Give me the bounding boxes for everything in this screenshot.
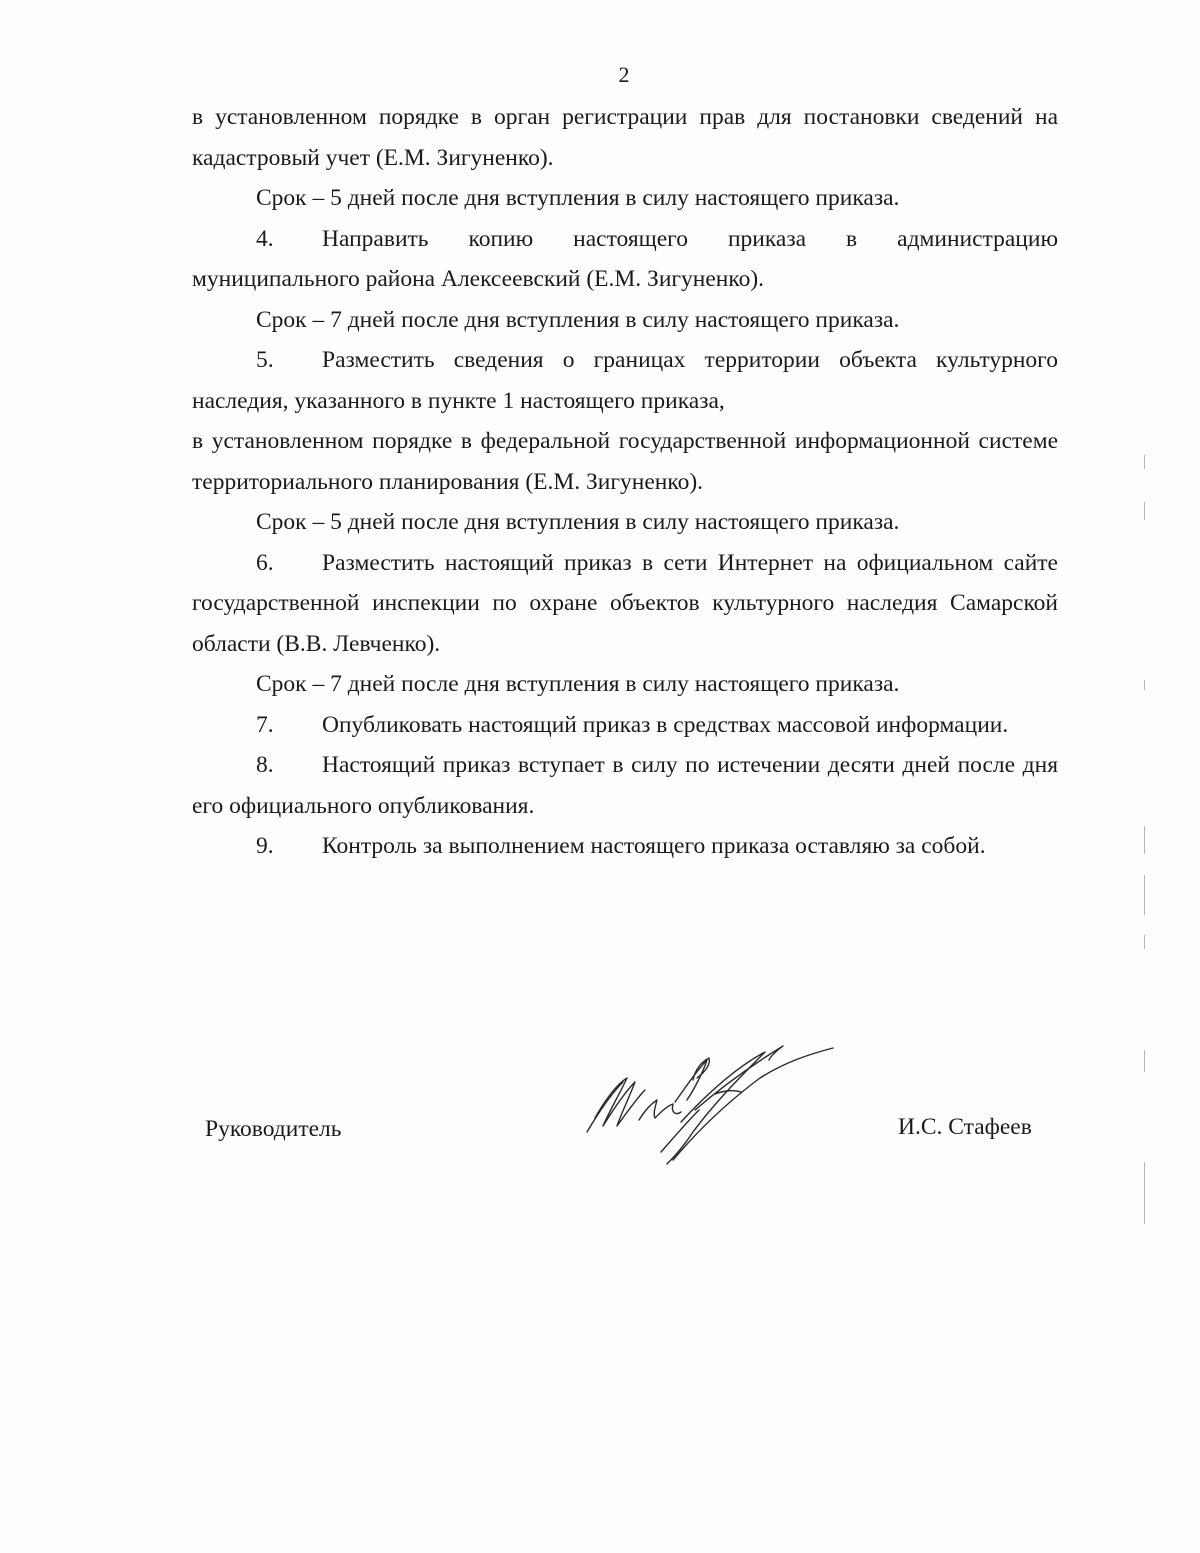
item-6-number: 6. [256,549,274,576]
item-9-number: 9. [256,833,274,859]
item-6 [192,543,1058,665]
deadline-paragraph-3: Срок – 5 дней после дня вступления в силу настоящего приказа. [256,509,900,535]
scan-artifact-line [1144,875,1145,915]
item-5-text-a: Разместить сведения о границах территории объекта культурного наследия, указанного в пункте 1 настоящего приказа, [192,347,1058,414]
scan-artifact-line [1144,455,1145,469]
scan-artifact-line [1144,1162,1145,1224]
signature-block [0,1040,1200,1180]
intro-paragraph: в установленном порядке в орган регистрации прав для постановки сведений на кадастровый учет (Е.М. Зигуненко). [192,104,1058,171]
item-5-number: 5. [256,347,274,373]
signatory-title: Руководитель [205,1116,342,1142]
item-4-number: 4. [256,225,274,252]
scan-artifact-line [1144,826,1145,854]
item-7 [192,705,1058,746]
item-9-text: Контроль за выполнением настоящего приказа оставляю за собой. [322,833,986,859]
item-7-number: 7. [256,711,274,738]
item-9 [192,826,1058,867]
deadline-paragraph-1: Срок – 5 дней после дня вступления в силу настоящего приказа. [256,185,900,211]
deadline-paragraph-4: Срок – 7 дней после дня вступления в силу настоящего приказа. [256,671,900,697]
scan-artifact-line [1144,1050,1145,1072]
scan-artifact-line [1144,680,1145,690]
page-number: 2 [618,62,630,87]
item-5 [192,340,1058,421]
item-4-text: Направить копию настоящего приказа в администрацию муниципального района Алексеевский (Е.М. Зигуненко). [192,225,1058,292]
item-5-continuation: в установленном порядке в федеральной государственной информационной системе территориального планирования (Е.М. Зигуненко). [192,428,1058,495]
item-4 [192,219,1058,300]
signatory-name: И.С. Стафеев [898,1114,1032,1140]
item-8-number: 8. [256,752,274,778]
document-body [192,97,1058,867]
item-7-text: Опубликовать настоящий приказ в средствах массовой информации. [322,711,1009,738]
item-8-text: Настоящий приказ вступает в силу по истечении десяти дней после дня его официального опубликования. [192,752,1058,819]
scan-artifact-line [1144,502,1145,520]
scan-artifact-line [1144,935,1145,949]
handwritten-signature [575,1040,840,1170]
item-6-text: Разместить настоящий приказ в сети Интернет на официальном сайте государственной инспекции по охране объектов культурного наследия Самарской области (В.В. Левченко). [192,549,1058,657]
item-8 [192,745,1058,826]
deadline-paragraph-2: Срок – 7 дней после дня вступления в силу настоящего приказа. [256,306,900,333]
